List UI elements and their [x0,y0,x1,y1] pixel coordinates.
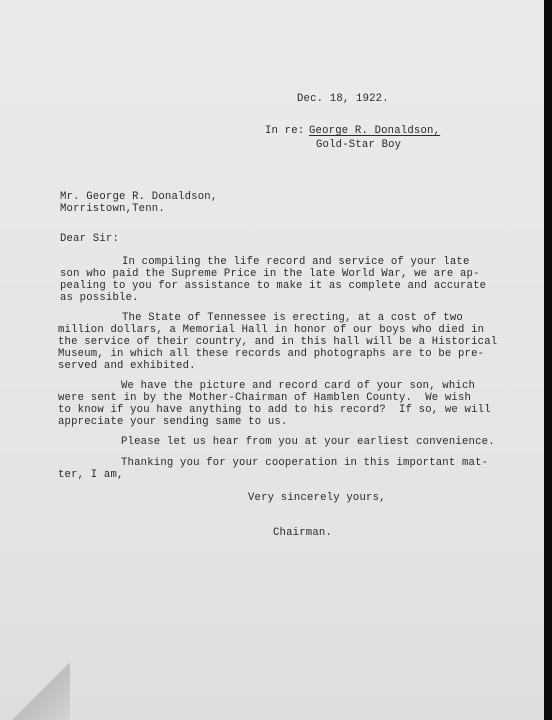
body-line: were sent in by the Mother-Chairman of Hamblen County. We wish [58,392,472,404]
body-line: served and exhibited. [58,360,196,372]
scan-edge [544,0,552,720]
signature-title: Chairman. [273,527,333,539]
re-name: George R. Donaldson, [309,125,441,137]
body-line: Thanking you for your cooperation in this important mat- [121,457,489,469]
page-corner-shadow [0,660,70,720]
body-line: We have the picture and record card of your son, which [121,380,476,392]
body-line: million dollars, a Memorial Hall in honor of our boys who died in [58,324,485,336]
recipient-name: Mr. George R. Donaldson, [60,191,218,203]
letter-date: Dec. 18, 1922. [297,93,389,105]
salutation: Dear Sir: [60,233,120,245]
body-line: Museum, in which all these records and photographs are to be pre- [58,348,485,360]
recipient-address: Morristown,Tenn. [60,203,165,215]
body-line: In compiling the life record and service of your late [122,256,470,268]
body-line: Please let us hear from you at your earliest convenience. [121,436,495,448]
re-label: In re: [265,125,305,137]
body-line: son who paid the Supreme Price in the late World War, we are ap- [60,268,480,280]
body-line: appreciate your sending same to us. [58,416,288,428]
re-subtitle: Gold-Star Boy [316,139,402,151]
body-line: to know if you have anything to add to his record? If so, we will [58,404,491,416]
closing: Very sincerely yours, [248,492,386,504]
body-line: ter, I am, [58,469,124,481]
body-line: The State of Tennessee is erecting, at a cost of two [122,312,463,324]
body-line: as possible. [60,292,139,304]
body-line: the service of their country, and in this hall will be a Historical [58,336,498,348]
body-line: pealing to you for assistance to make it as complete and accurate [60,280,487,292]
